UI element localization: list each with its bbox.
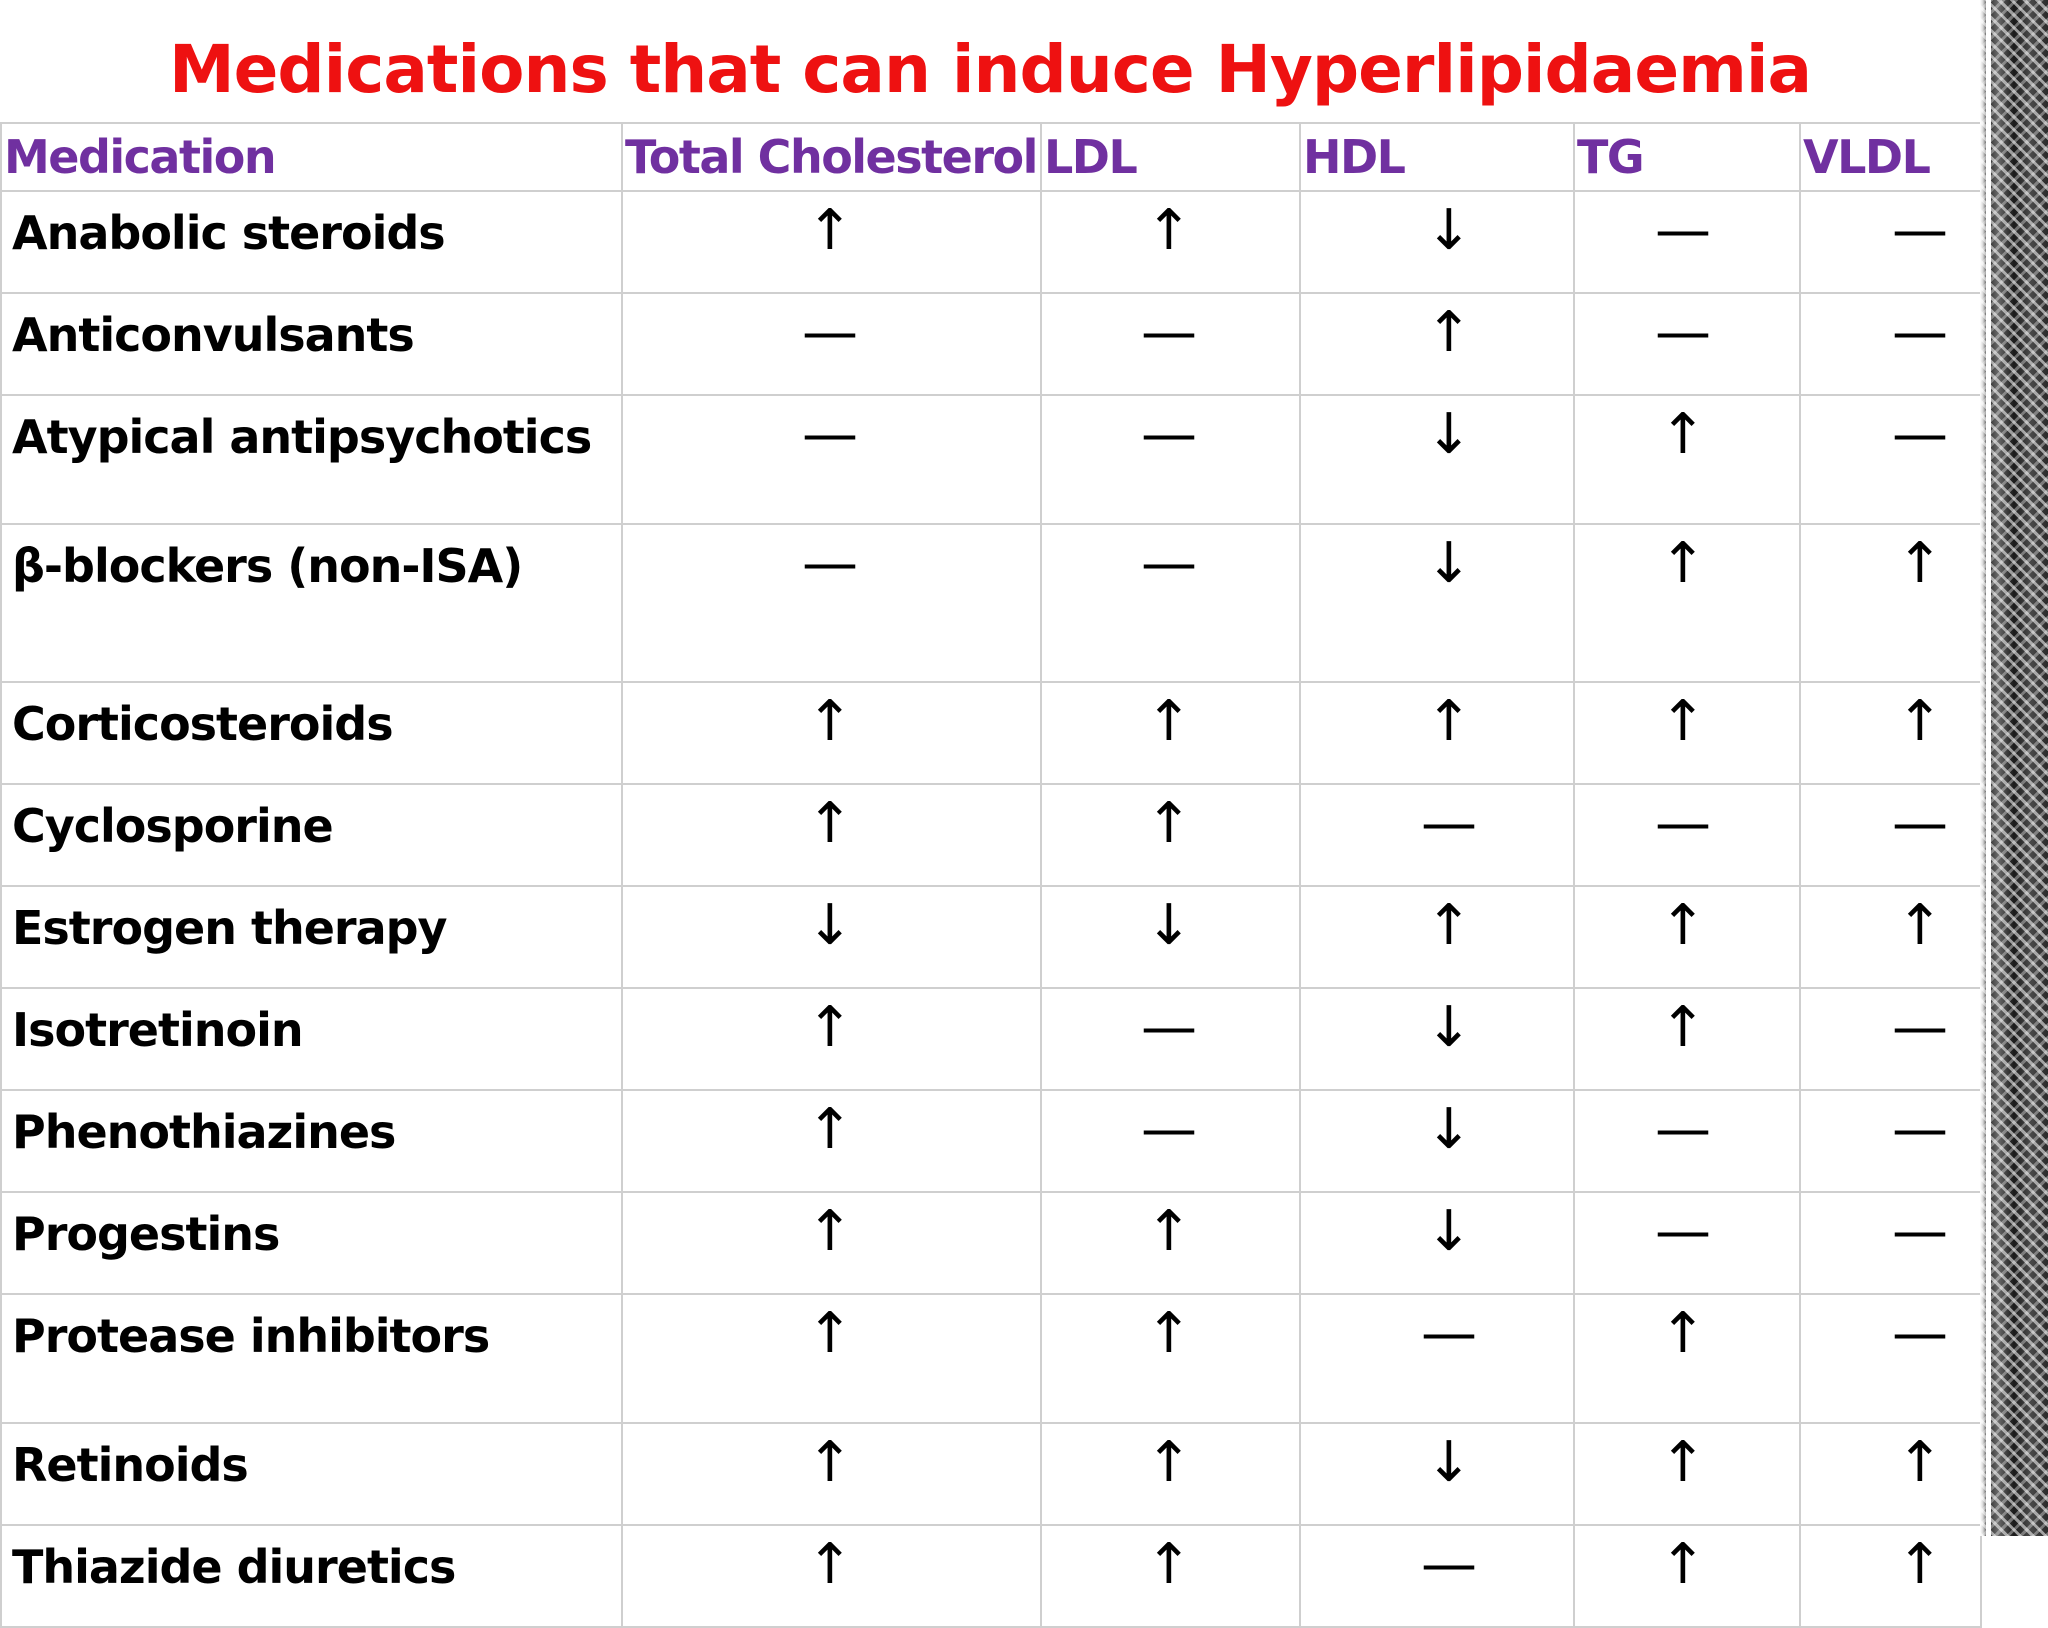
medication-name: Corticosteroids — [1, 682, 622, 784]
ldl-effect: ↑ — [1041, 191, 1300, 293]
ldl-effect: ↑ — [1041, 682, 1300, 784]
ldl-effect: ↑ — [1041, 1294, 1300, 1423]
header-tg: TG — [1574, 123, 1800, 191]
total-cholesterol-effect: ↑ — [622, 1423, 1041, 1525]
total-cholesterol-effect: ↑ — [622, 988, 1041, 1090]
header-medication: Medication — [1, 123, 622, 191]
medication-table — [0, 122, 1982, 1628]
total-cholesterol-effect: ↑ — [622, 1192, 1041, 1294]
table-row — [1, 1090, 1981, 1192]
header-hdl: HDL — [1300, 123, 1574, 191]
medication-name: Atypical antipsychotics — [1, 395, 622, 524]
hdl-effect: ↓ — [1300, 1423, 1574, 1525]
decorative-edge-pattern — [1980, 0, 2048, 1536]
vldl-effect: — — [1800, 988, 1981, 1090]
hdl-effect: ↑ — [1300, 682, 1574, 784]
table-row — [1, 1294, 1981, 1423]
table-row — [1, 1192, 1981, 1294]
table-row — [1, 395, 1981, 524]
table-row — [1, 988, 1981, 1090]
vldl-effect: ↑ — [1800, 1525, 1981, 1627]
slide-title: Medications that can induce Hyperlipidaemia — [168, 31, 1812, 108]
ldl-effect: — — [1041, 293, 1300, 395]
hdl-effect: — — [1300, 1294, 1574, 1423]
table-row — [1, 886, 1981, 988]
tg-effect: ↑ — [1574, 988, 1800, 1090]
tg-effect: ↑ — [1574, 395, 1800, 524]
table-row — [1, 1525, 1981, 1627]
ldl-effect: ↑ — [1041, 1192, 1300, 1294]
tg-effect: — — [1574, 293, 1800, 395]
medication-name: Thiazide diuretics — [1, 1525, 622, 1627]
total-cholesterol-effect: — — [622, 293, 1041, 395]
medication-name: Isotretinoin — [1, 988, 622, 1090]
tg-effect: — — [1574, 191, 1800, 293]
ldl-effect: — — [1041, 988, 1300, 1090]
total-cholesterol-effect: — — [622, 524, 1041, 682]
table-header-row — [1, 123, 1981, 191]
header-ldl: LDL — [1041, 123, 1300, 191]
vldl-effect: — — [1800, 293, 1981, 395]
ldl-effect: — — [1041, 1090, 1300, 1192]
medication-name: β-blockers (non-ISA) — [1, 524, 622, 682]
vldl-effect: — — [1800, 191, 1981, 293]
total-cholesterol-effect: — — [622, 395, 1041, 524]
vldl-effect: — — [1800, 784, 1981, 886]
hdl-effect: ↑ — [1300, 293, 1574, 395]
vldl-effect: — — [1800, 395, 1981, 524]
table-row — [1, 191, 1981, 293]
tg-effect: ↑ — [1574, 1423, 1800, 1525]
total-cholesterol-effect: ↑ — [622, 682, 1041, 784]
total-cholesterol-effect: ↑ — [622, 1525, 1041, 1627]
ldl-effect: ↑ — [1041, 1423, 1300, 1525]
ldl-effect: ↑ — [1041, 1525, 1300, 1627]
tg-effect: — — [1574, 1090, 1800, 1192]
ldl-effect: — — [1041, 395, 1300, 524]
hdl-effect: — — [1300, 784, 1574, 886]
ldl-effect: — — [1041, 524, 1300, 682]
table-row — [1, 293, 1981, 395]
tg-effect: ↑ — [1574, 682, 1800, 784]
ldl-effect: ↑ — [1041, 784, 1300, 886]
medication-name: Protease inhibitors — [1, 1294, 622, 1423]
hdl-effect: ↓ — [1300, 988, 1574, 1090]
table-row — [1, 784, 1981, 886]
vldl-effect: ↑ — [1800, 682, 1981, 784]
tg-effect: ↑ — [1574, 1525, 1800, 1627]
vldl-effect: ↑ — [1800, 1423, 1981, 1525]
total-cholesterol-effect: ↑ — [622, 1090, 1041, 1192]
hdl-effect: ↓ — [1300, 1192, 1574, 1294]
vldl-effect: — — [1800, 1192, 1981, 1294]
hdl-effect: ↓ — [1300, 395, 1574, 524]
medication-name: Retinoids — [1, 1423, 622, 1525]
tg-effect: — — [1574, 1192, 1800, 1294]
medication-name: Cyclosporine — [1, 784, 622, 886]
medication-name: Estrogen therapy — [1, 886, 622, 988]
tg-effect: ↑ — [1574, 886, 1800, 988]
hdl-effect: ↓ — [1300, 191, 1574, 293]
medication-name: Anticonvulsants — [1, 293, 622, 395]
tg-effect: — — [1574, 784, 1800, 886]
table-row — [1, 1423, 1981, 1525]
vldl-effect: — — [1800, 1090, 1981, 1192]
table-row — [1, 524, 1981, 682]
hdl-effect: ↓ — [1300, 524, 1574, 682]
medication-name: Progestins — [1, 1192, 622, 1294]
vldl-effect: ↑ — [1800, 886, 1981, 988]
hdl-effect: ↑ — [1300, 886, 1574, 988]
header-total-cholesterol: Total Cholesterol — [622, 123, 1041, 191]
hdl-effect: ↓ — [1300, 1090, 1574, 1192]
header-vldl: VLDL — [1800, 123, 1981, 191]
total-cholesterol-effect: ↑ — [622, 784, 1041, 886]
medication-name: Phenothiazines — [1, 1090, 622, 1192]
tg-effect: ↑ — [1574, 524, 1800, 682]
ldl-effect: ↓ — [1041, 886, 1300, 988]
total-cholesterol-effect: ↑ — [622, 1294, 1041, 1423]
total-cholesterol-effect: ↓ — [622, 886, 1041, 988]
table-row — [1, 682, 1981, 784]
vldl-effect: ↑ — [1800, 524, 1981, 682]
hdl-effect: — — [1300, 1525, 1574, 1627]
vldl-effect: — — [1800, 1294, 1981, 1423]
total-cholesterol-effect: ↑ — [622, 191, 1041, 293]
tg-effect: ↑ — [1574, 1294, 1800, 1423]
medication-name: Anabolic steroids — [1, 191, 622, 293]
